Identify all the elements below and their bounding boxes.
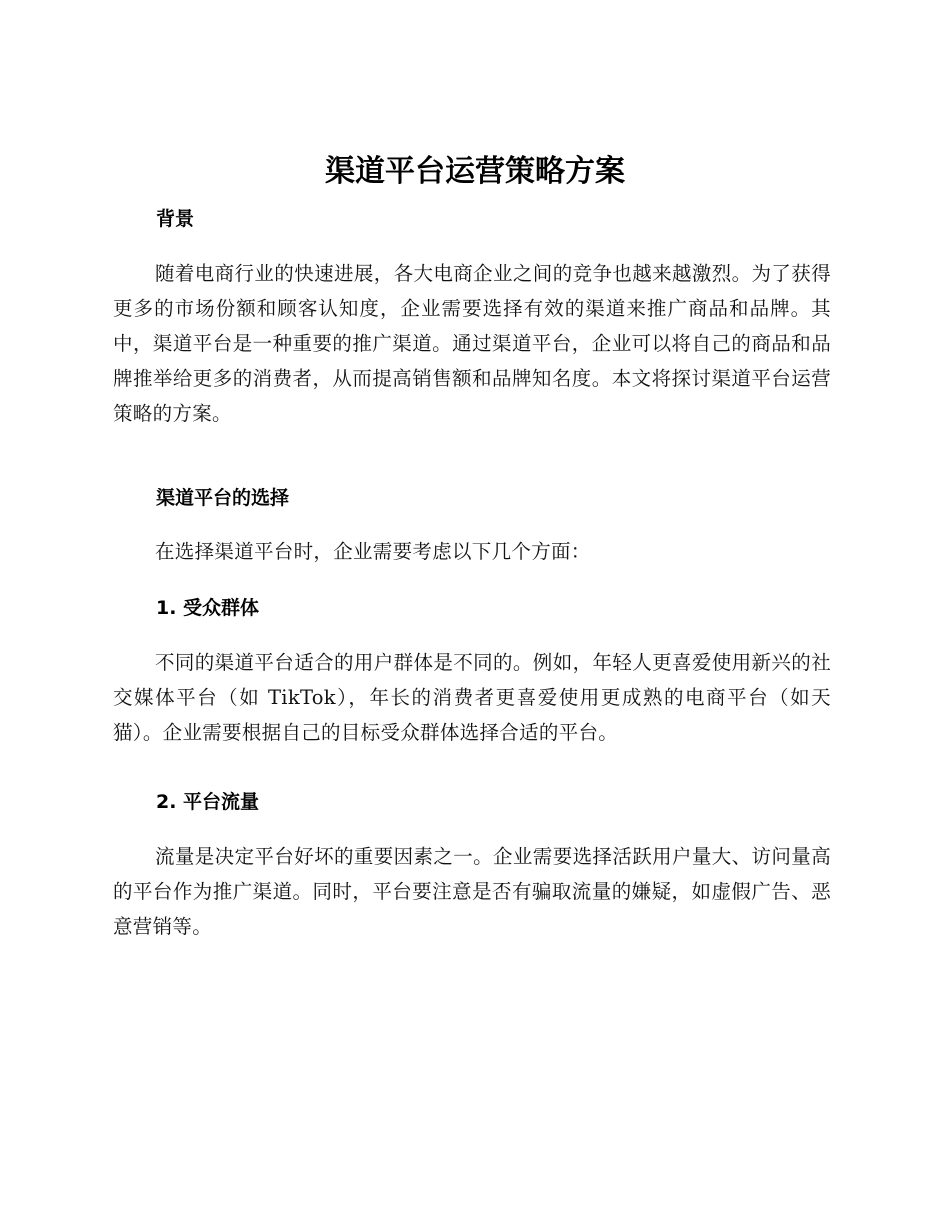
section-heading-background: 背景 <box>156 208 195 230</box>
section-heading-audience: 1. 受众群体 <box>156 597 260 619</box>
section-heading-traffic: 2. 平台流量 <box>156 791 260 813</box>
paragraph-traffic: 流量是决定平台好坏的重要因素之一。企业需要选择活跃用户量大、访问量高的平台作为推广渠道。同时，平台要注意是否有骗取流量的嫌疑，如虚假广告、恶意营销等。 <box>113 845 831 938</box>
document-title: 渠道平台运营策略方案 <box>325 154 625 189</box>
paragraph-audience: 不同的渠道平台适合的用户群体是不同的。例如，年轻人更喜爱使用新兴的社交媒体平台（如 TikTok），年长的消费者更喜爱使用更成熟的电商平台（如天猫）。企业需要根据自己的目标受众群体选择合适的平台。 <box>113 651 831 744</box>
section-heading-platform-choice: 渠道平台的选择 <box>156 487 290 509</box>
paragraph-platform-choice: 在选择渠道平台时，企业需要考虑以下几个方面： <box>155 540 591 563</box>
paragraph-background: 随着电商行业的快速进展，各大电商企业之间的竞争也越来越激烈。为了获得更多的市场份额和顾客认知度，企业需要选择有效的渠道来推广商品和品牌。其中，渠道平台是一种重要的推广渠道。通过渠道平台，企业可以将自己的商品和品牌推举给更多的消费者，从而提高销售额和品牌知名度。本文将探讨渠道平台运营策略的方案。 <box>113 262 831 425</box>
